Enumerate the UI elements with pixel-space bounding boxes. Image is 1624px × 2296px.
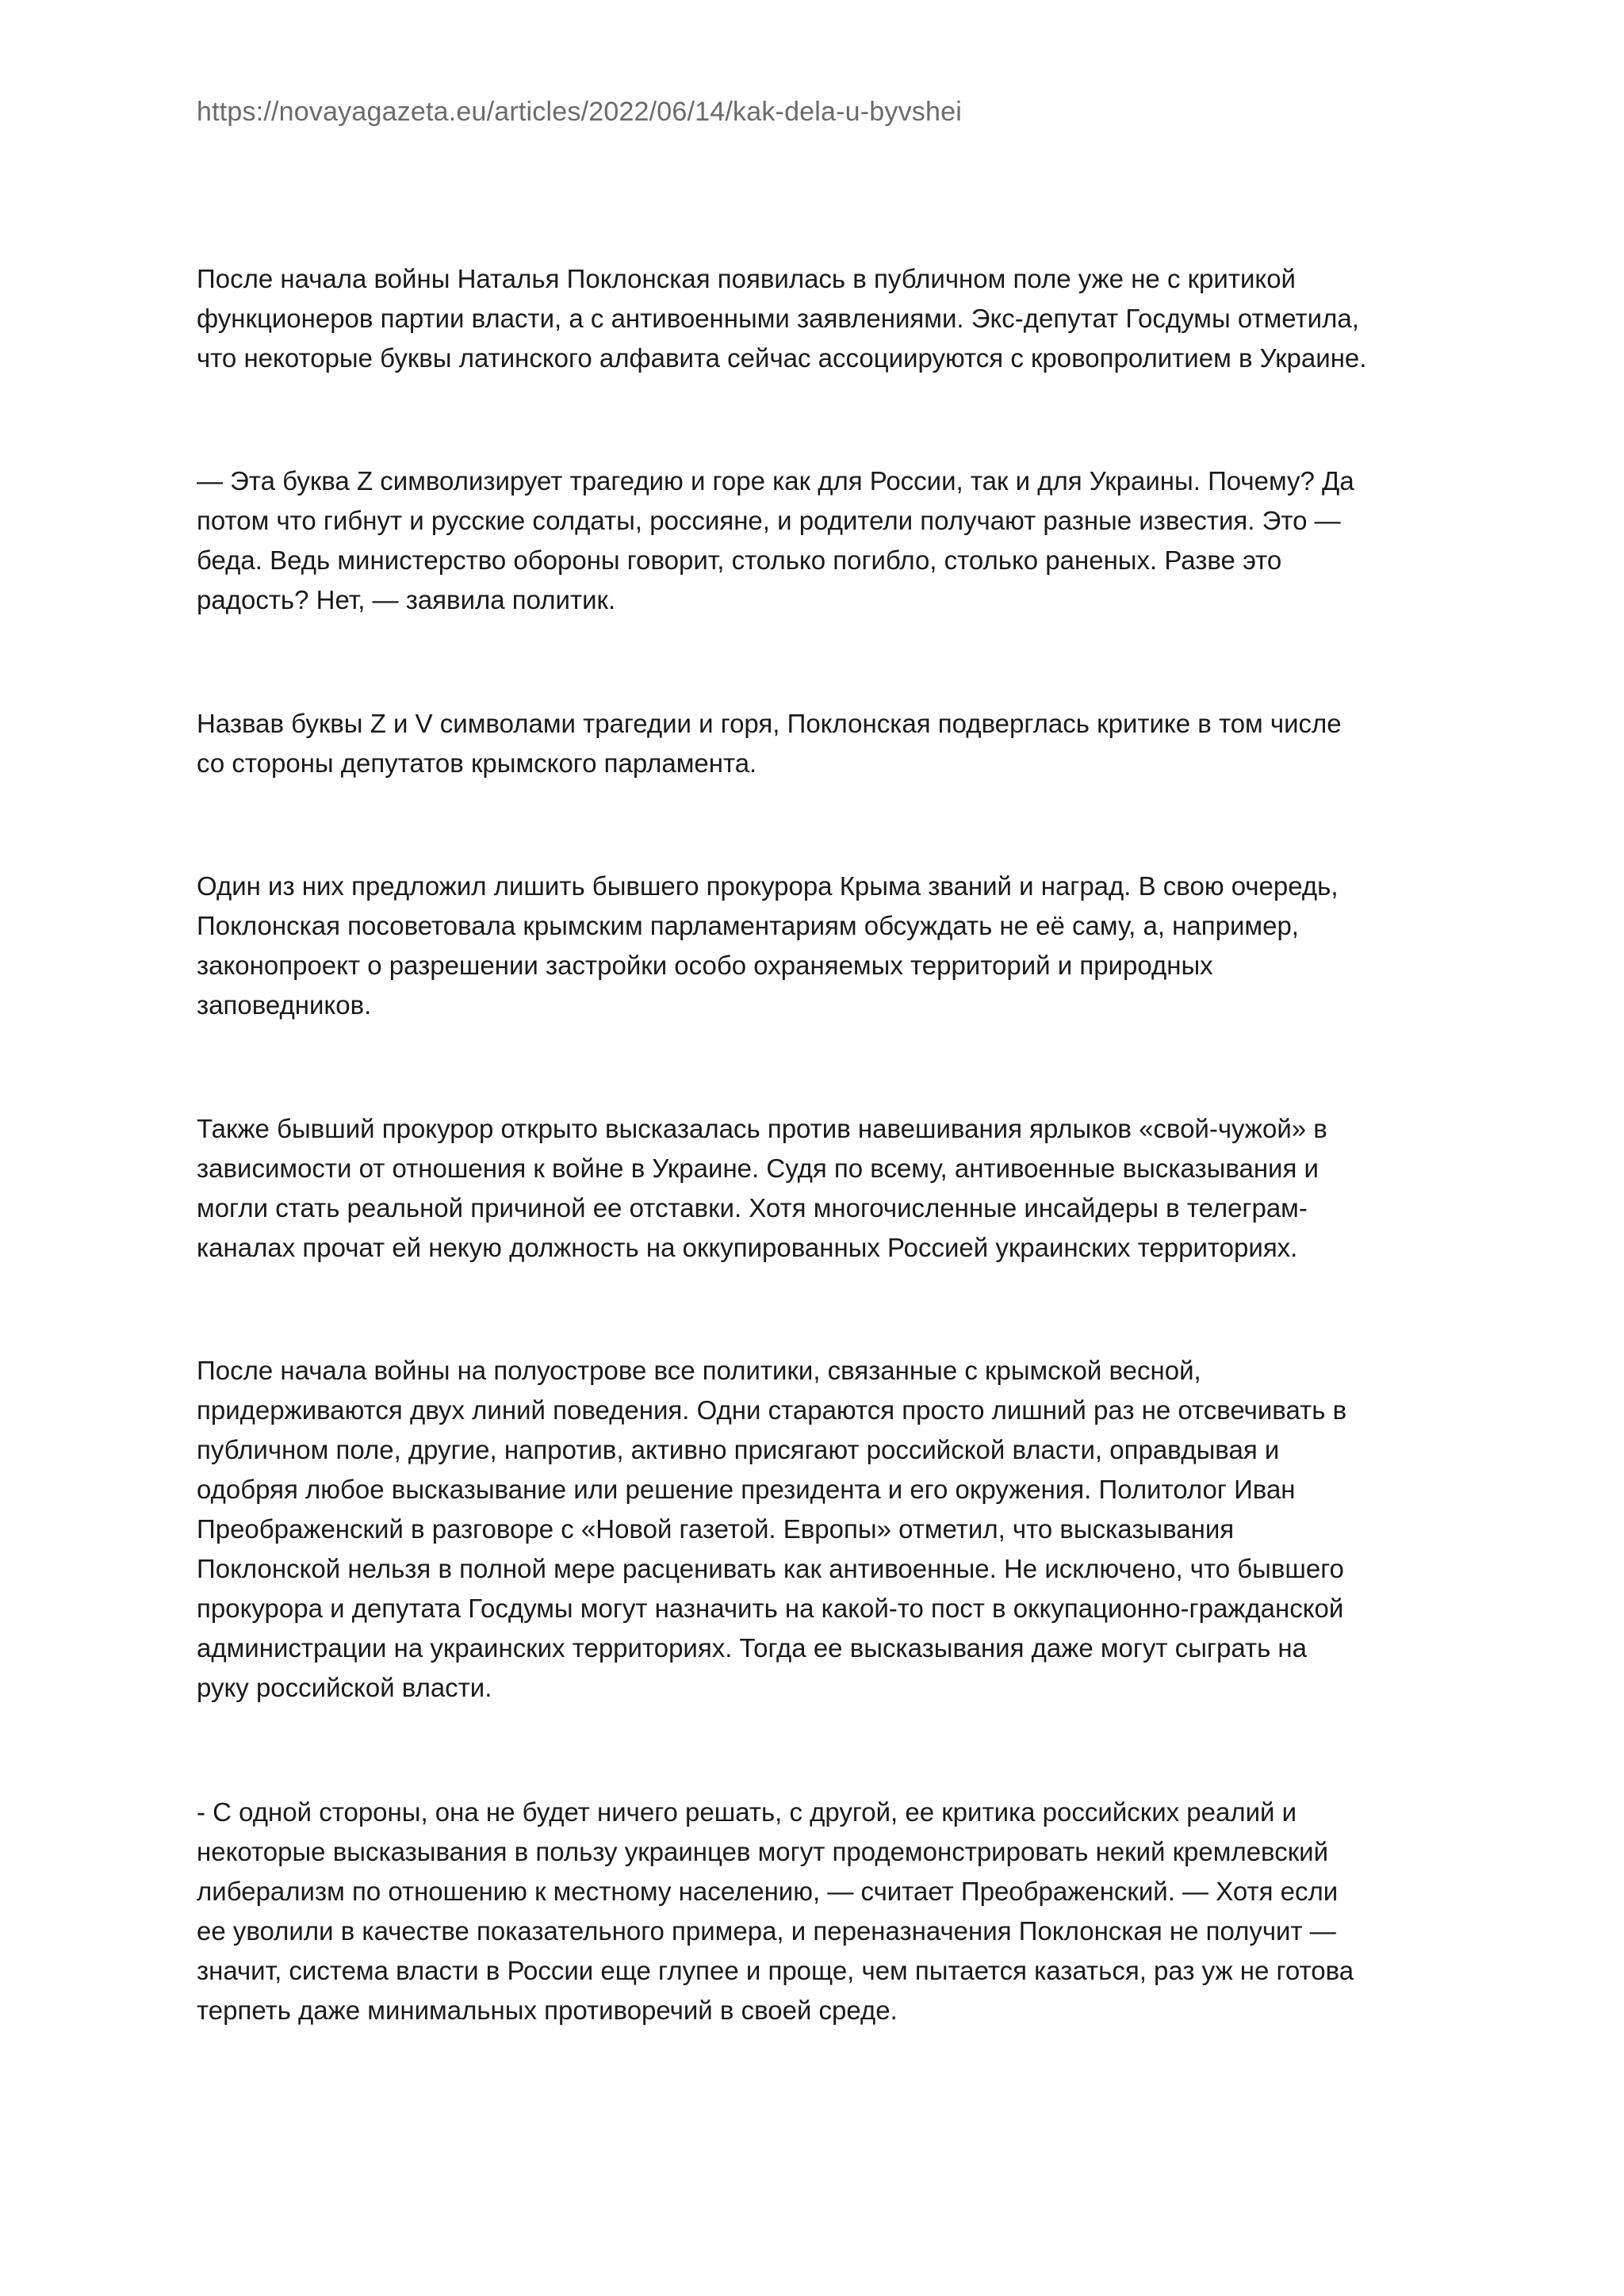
text-line: прокурора и депутата Госдумы могут назначить на какой-то пост в оккупационно-гражданской bbox=[197, 1594, 1344, 1623]
text-line: терпеть даже минимальных противоречий в своей среде. bbox=[197, 1996, 898, 2025]
text-line: публичном поле, другие, напротив, активно присягают российской власти, оправдывая и bbox=[197, 1435, 1280, 1464]
text-line: что некоторые буквы латинского алфавита сейчас ассоциируются с кровопролитием в Украине. bbox=[197, 343, 1367, 373]
paragraph-5 bbox=[197, 1109, 1465, 1268]
text-line: придерживаются двух линий поведения. Одни стараются просто лишний раз не отсвечивать в bbox=[197, 1395, 1347, 1425]
text-line: беда. Ведь министерство обороны говорит, столько погибло, столько раненых. Разве это bbox=[197, 545, 1282, 575]
text-line: потом что гибнут и русские солдаты, россияне, и родители получают разные известия. Это — bbox=[197, 506, 1341, 535]
text-line: функционеров партии власти, а с антивоенными заявлениями. Экс-депутат Госдумы отметила, bbox=[197, 304, 1359, 333]
paragraph-1 bbox=[197, 259, 1465, 378]
text-line: После начала войны Наталья Поклонская появилась в публичном поле уже не с критикой bbox=[197, 264, 1296, 293]
source-url: https://novayagazeta.eu/articles/2022/06/14/kak-dela-u-byvshei bbox=[197, 97, 962, 127]
text-line: могли стать реальной причиной ее отставки. Хотя многочисленные инсайдеры в телеграм- bbox=[197, 1193, 1308, 1223]
paragraph-4 bbox=[197, 867, 1465, 1025]
text-line: одобряя любое высказывание или решение президента и его окружения. Политолог Иван bbox=[197, 1475, 1296, 1504]
text-line: - С одной стороны, она не будет ничего решать, с другой, ее критика российских реалий и bbox=[197, 1797, 1297, 1827]
text-line: Также бывший прокурор открыто высказалась против навешивания ярлыков «свой-чужой» в bbox=[197, 1114, 1327, 1143]
text-line: Один из них предложил лишить бывшего прокурора Крыма званий и наград. В свою очередь, bbox=[197, 871, 1339, 901]
text-line: Поклонская посоветовала крымским парламентариям обсуждать не её саму, а, например, bbox=[197, 911, 1299, 940]
text-line: законопроект о разрешении застройки особо охраняемых территорий и природных bbox=[197, 951, 1213, 980]
text-line: Поклонской нельзя в полной мере расценивать как антивоенные. Не исключено, что бывшего bbox=[197, 1554, 1344, 1583]
text-line: администрации на украинских территориях. Тогда ее высказывания даже могут сыграть на bbox=[197, 1633, 1308, 1663]
text-line: ее уволили в качестве показательного примера, и переназначения Поклонская не получит — bbox=[197, 1916, 1336, 1946]
text-line: руку российской власти. bbox=[197, 1673, 492, 1702]
text-line: заповедников. bbox=[197, 990, 372, 1020]
text-line: зависимости от отношения к войне в Украине. Судя по всему, антивоенные высказывания и bbox=[197, 1154, 1319, 1183]
text-line: значит, система власти в России еще глупее и проще, чем пытается казаться, раз уж не готова bbox=[197, 1956, 1354, 1985]
paragraph-6 bbox=[197, 1351, 1465, 1708]
paragraph-7 bbox=[197, 1793, 1465, 2030]
text-line: — Эта буква Z символизирует трагедию и горе как для России, так и для Украины. Почему? Да bbox=[197, 466, 1354, 496]
text-line: либерализм по отношению к местному населению, — считает Преображенский. — Хотя если bbox=[197, 1877, 1339, 1906]
text-line: со стороны депутатов крымского парламента. bbox=[197, 748, 757, 778]
paragraph-2 bbox=[197, 461, 1465, 620]
text-line: Назвав буквы Z и V символами трагедии и горя, Поклонская подверглась критике в том числе bbox=[197, 709, 1342, 738]
text-line: некоторые высказывания в пользу украинцев могут продемонстрировать некий кремлевский bbox=[197, 1837, 1329, 1866]
text-line: каналах прочат ей некую должность на оккупированных Россией украинских территориях. bbox=[197, 1233, 1298, 1262]
text-line: После начала войны на полуострове все политики, связанные с крымской весной, bbox=[197, 1356, 1201, 1385]
text-line: Преображенский в разговоре с «Новой газетой. Европы» отметил, что высказывания bbox=[197, 1514, 1235, 1544]
paragraph-3 bbox=[197, 704, 1465, 783]
text-line: радость? Нет, — заявила политик. bbox=[197, 585, 616, 614]
